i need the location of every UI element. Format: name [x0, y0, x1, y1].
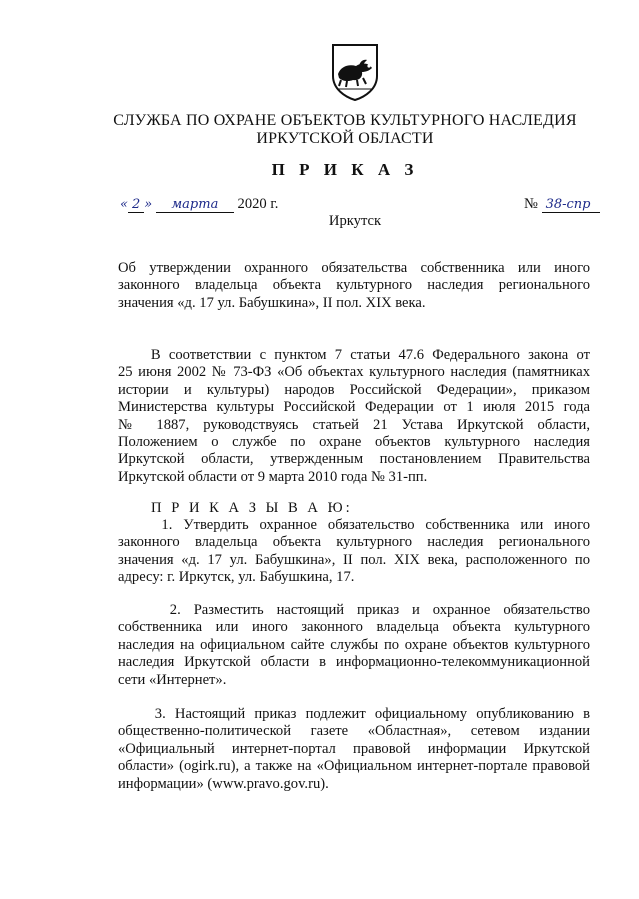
intro-line: Министерства культуры Российской Федерации от 1 июля 2015 года	[118, 399, 590, 416]
subject-line: Об утверждении охранного обязательства собственника или иного	[118, 260, 590, 276]
item-3-line: 3. Настоящий приказ подлежит официальному опубликованию в	[118, 706, 590, 722]
document-type-title: П Р И К А З	[271, 160, 419, 179]
date-close-quote: »	[144, 197, 153, 212]
intro-line: 25 июня 2002 № 73-ФЗ «Об объектах культурного наследия (памятниках	[118, 364, 590, 381]
intro-line: В соответствии с пунктом 7 статьи 47.6 Федерального закона от	[118, 347, 590, 363]
irkutsk-coat-of-arms-icon	[329, 42, 381, 102]
intro-line: Иркутской области от 9 марта 2010 года № 31-пп.	[118, 468, 428, 485]
item-2-line: сети «Интернет».	[118, 671, 227, 688]
intro-line: Положением о службе по охране объектов культурного наследия	[118, 433, 590, 450]
item-1-line: 1. Утвердить охранное обязательство собственника или иного	[118, 517, 590, 533]
date-open-quote: «	[120, 197, 128, 212]
item-3-line: информации» (www.pravo.gov.ru).	[118, 775, 329, 792]
intro-line: истории и культуры) народов Российской Федерации», приказом	[118, 381, 590, 398]
organization-name-line2: ИРКУТСКОЙ ОБЛАСТИ	[256, 130, 434, 147]
date-month: марта	[156, 197, 234, 213]
item-2-paragraph	[118, 602, 590, 689]
item-1-paragraph	[118, 517, 590, 587]
subject-paragraph	[118, 260, 590, 312]
city-name: Иркутск	[328, 213, 382, 229]
subject-line: значения «д. 17 ул. Бабушкина», II пол. XIX века.	[118, 294, 426, 311]
date-year: 2020 г.	[237, 196, 279, 212]
date-day: 2	[128, 197, 144, 213]
subject-line: законного владельца объекта культурного наследия регионального	[118, 277, 590, 294]
item-1-line: адресу: г. Иркутск, ул. Бабушкина, 17.	[118, 569, 355, 586]
intro-line: Иркутской области, утвержденным постановлением Правительства	[118, 451, 590, 468]
document-date	[120, 196, 278, 213]
number-value: 38-спр	[542, 197, 600, 213]
item-2-line: наследия на официальном сайте службы по охране объектов культурного	[118, 636, 590, 653]
item-3-paragraph	[118, 706, 590, 793]
intro-paragraph	[118, 347, 590, 486]
item-3-line: области» (ogirk.ru), а также на «Официальном интернет-портале правовой	[118, 758, 590, 775]
item-1-line: законного владельца объекта культурного наследия регионального	[118, 534, 590, 551]
organization-name-line1: СЛУЖБА ПО ОХРАНЕ ОБЪЕКТОВ КУЛЬТУРНОГО НАСЛЕДИЯ	[113, 112, 577, 129]
intro-line: № 1887, руководствуясь статьей 21 Устава Иркутской области,	[118, 416, 590, 433]
order-word: П Р И К А З Ы В А Ю:	[151, 500, 353, 516]
item-3-line: общественно-политической газете «Областная», сетевом издании	[118, 723, 590, 740]
item-2-line: 2. Разместить настоящий приказ и охранное обязательство	[118, 602, 590, 618]
number-sign: №	[524, 196, 538, 212]
item-2-line: наследия Иркутской области в информационно-телекоммуникационной	[118, 654, 590, 671]
item-1-line: значения «д. 17 ул. Бабушкина», II пол. XIX века, расположенного по	[118, 551, 590, 568]
document-number	[524, 196, 600, 213]
item-3-line: «Официальный интернет-портал правовой информации Иркутской	[118, 740, 590, 757]
item-2-line: собственника или иного законного владельца объекта культурного	[118, 619, 590, 636]
